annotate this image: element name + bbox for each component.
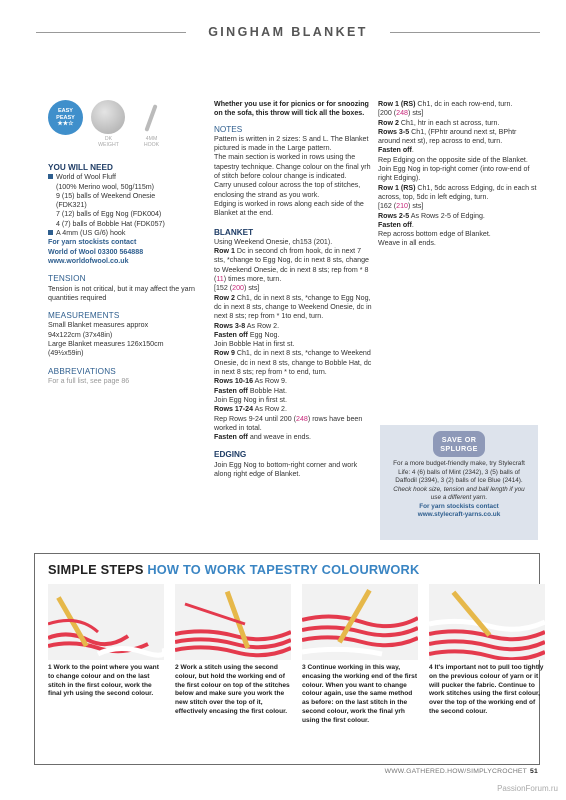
pattern-row [378, 146, 538, 155]
hook-line2: HOOK [143, 142, 160, 148]
measurement-line: (49½x59in) [48, 349, 84, 358]
pattern-row [214, 396, 372, 405]
page-title: GINGHAM BLANKET [208, 25, 368, 39]
crochet-photo-icon [302, 584, 418, 660]
step-caption-4 [429, 664, 545, 717]
steps-title-part2: HOW TO WORK TAPESTRY COLOURWORK [147, 562, 420, 577]
row-label: Rows 3-5 [378, 127, 410, 136]
skill-line2: PEASY [56, 114, 75, 121]
row-text: As Rows 2-5 of Edging. [409, 211, 485, 220]
tension-text: Tension is not critical, but it may affect the yarn quantities required [48, 284, 195, 302]
pattern-row [214, 284, 372, 293]
materials-text: A 4mm (US G/6) hook [56, 229, 126, 238]
pattern-row [214, 377, 372, 386]
page-footer [385, 768, 538, 775]
save-stockists: For yarn stockists contact [419, 502, 499, 510]
row-text: ) sts] [407, 202, 424, 211]
row-text: and weave in ends. [247, 433, 312, 442]
row-text: Rep Rows 9-24 until 200 ( [214, 414, 297, 423]
row-label: Fasten off [214, 386, 248, 395]
large-size-value: 248 [396, 109, 408, 118]
skill-stars-icon: ★★☆ [57, 121, 74, 127]
materials-item [48, 229, 198, 238]
row-label: Row 9 [214, 349, 235, 358]
row-text: Bobble Hat. [247, 386, 287, 395]
crochet-photo-icon [48, 584, 164, 660]
abbreviations-heading: ABBREVIATIONS [48, 366, 116, 376]
row-text: ) times more, turn. [223, 275, 282, 284]
pattern-row [378, 109, 538, 118]
pattern-row [214, 340, 372, 349]
info-column [48, 100, 198, 386]
row-text: Join Bobble Hat in first st. [214, 340, 295, 349]
row-text: Rep Edging on the opposite side of the Blanket. [378, 155, 528, 164]
pattern-row [378, 128, 538, 147]
steps-title-part1: SIMPLE STEPS [48, 562, 144, 577]
pattern-row [378, 221, 538, 230]
edging-heading: EDGING [214, 450, 247, 460]
bullet-icon [48, 230, 53, 235]
step-caption-2 [175, 664, 291, 717]
notes-heading: NOTES [214, 124, 243, 134]
pattern-row [214, 415, 372, 434]
pattern-row [378, 212, 538, 221]
pattern-row [378, 239, 538, 248]
header-rule-left [36, 32, 186, 33]
step-photo-2 [175, 584, 291, 660]
step-number: 1 [48, 664, 52, 671]
row-label: Row 1 (RS) [378, 100, 416, 108]
stockists-phone: World of Wool 03300 564888 [48, 247, 144, 256]
row-text: Join Egg Nog in first st. [214, 395, 287, 404]
materials-item: 9 (15) balls of Weekend Onesie [56, 191, 156, 200]
crochet-hook-icon [134, 100, 168, 134]
step-caption-1 [48, 664, 164, 699]
row-text: Rep across bottom edge of Blanket. [378, 230, 491, 239]
yarn-ball-icon [91, 100, 125, 134]
large-size-value: 11 [216, 275, 224, 284]
row-text: Dc in second ch from hook, dc in next 7 sts, *change to Egg Nog, dc in next 8 sts, change to Weekend Onesie, dc in next 8 sts; rep from * 8 ( [214, 247, 369, 284]
step-photo-4 [429, 584, 545, 660]
save-text: For a more budget-friendly make, try Stylecraft Life: 4 (6) balls of Mint (2342), 3 (5) balls of Daffodil (2394), 3 (2) balls of Ice Blue (2414). [393, 460, 525, 484]
row-label: Fasten off [378, 146, 412, 155]
steps-title [48, 562, 419, 577]
row-label: Row 2 [214, 293, 235, 302]
notes-line: The main section is worked in rows using the tapestry technique. Change colour on the final yrh of stitch before colour change is indicated. [214, 153, 371, 181]
step-text: Work a stitch using the second colour, but hold the working end of the first colour on top of the stitches below and make sure you work the new stitch over the top of it, effectively encasing the first colour. [175, 664, 290, 715]
weight-badge [91, 100, 126, 148]
step-text: It's important not to pull too tightly on the previous colour of yarn or it will pucker the fabric. Continue to work stitches using the first colour, over the top of the working end of the second colour. [429, 664, 544, 715]
row-label: Rows 17-24 [214, 405, 254, 414]
hook-line1: 4MM [145, 136, 158, 142]
large-size-value: 200 [232, 284, 244, 293]
weight-line1: DK [104, 136, 113, 142]
row-text: Ch1, dc in next 8 sts, *change to Egg Nog, dc in next 8 sts, change to Weekend Onesie, dc in next 8 sts; rep from * 1to end, turn. [214, 293, 372, 321]
pattern-row [378, 165, 538, 184]
hook-shaft [144, 104, 157, 132]
hook-label [134, 136, 169, 148]
row-text: Join Egg Nog in top-right corner (into row-end of right Edging). [378, 165, 530, 183]
pattern-row [378, 156, 538, 165]
row-label: Fasten off [214, 330, 248, 339]
row-text: As Row 2. [245, 321, 280, 330]
skill-badge [48, 100, 83, 135]
you-will-need-heading: YOU WILL NEED [48, 163, 113, 172]
hook-badge [134, 100, 169, 148]
materials-item: 7 (12) balls of Egg Nog (FDK004) [56, 210, 162, 219]
row-label: Rows 10-16 [214, 377, 254, 386]
row-text: Weave in all ends. [378, 239, 436, 248]
row-label: Rows 2-5 [378, 211, 410, 220]
row-label: Fasten off [214, 433, 248, 442]
row-text: Egg Nog. [247, 330, 280, 339]
row-label: Row 1 (RS) [378, 183, 416, 192]
row-text: As Row 2. [253, 405, 287, 414]
measurement-line: 94x122cm (37x48in) [48, 330, 113, 339]
step-caption-3 [302, 664, 418, 726]
save-italic: Check hook size, tension and ball length if you use a different yarn. [393, 485, 525, 501]
step-number: 4 [429, 664, 433, 671]
measurement-line: Large Blanket measures 126x150cm [48, 340, 164, 349]
header-rule-right [390, 32, 540, 33]
row-text: ) sts] [407, 109, 424, 118]
step-photo-1 [48, 584, 164, 660]
pattern-row [378, 230, 538, 239]
simple-steps-panel [34, 553, 544, 765]
row-label: Rows 3-8 [214, 321, 246, 330]
blanket-rows [214, 247, 372, 442]
pattern-row [378, 202, 538, 211]
materials-item: 4 (7) balls of Bobble Hat (FDK057) [56, 219, 165, 228]
bullet-icon [48, 174, 53, 179]
notes-line: Pattern is written in 2 sizes: S and L. The Blanket pictured is made in the Large pattern. [214, 134, 369, 153]
intro-text: Whether you use it for picnics or for snoozing on the sofa, this throw will tick all the boxes. [214, 100, 369, 118]
row-text: As Row 9. [253, 377, 287, 386]
materials-item: (FDK321) [56, 201, 87, 210]
edging-column [378, 100, 538, 249]
row-text: ) rows have been worked in total. [214, 414, 363, 432]
pattern-row [214, 322, 372, 331]
pattern-row [214, 349, 372, 377]
pattern-row [214, 247, 372, 284]
pattern-column [214, 100, 372, 479]
step-photo-3 [302, 584, 418, 660]
row-text: Ch1, htr in each st across, turn. [398, 118, 500, 127]
row-label: Row 2 [378, 118, 399, 127]
pattern-row [214, 433, 372, 442]
materials-text: World of Wool Fluff [56, 173, 116, 182]
badge-line1: SAVE OR [441, 435, 477, 444]
save-or-splurge-box [380, 425, 538, 540]
abbreviations-text: For a full list, see page 86 [48, 376, 130, 385]
measurements-heading: MEASUREMENTS [48, 311, 120, 321]
large-size-value: 248 [296, 414, 308, 423]
row-text: Ch1, dc in each row-end, turn. [415, 100, 513, 108]
edging-text: Join Egg Nog to bottom-right corner and work along right edge of Blanket. [214, 460, 358, 478]
row-text: . [411, 220, 414, 229]
row-text: [162 ( [378, 202, 397, 211]
pattern-row [214, 405, 372, 414]
row-label: Fasten off [378, 220, 412, 229]
row-text: [152 ( [214, 284, 233, 293]
stockists-line: For yarn stockists contact [48, 238, 137, 247]
large-size-value: 210 [396, 202, 408, 211]
footer-url-link[interactable]: WWW.GATHERED.HOW/SIMPLYCROCHET [384, 768, 528, 775]
step-text: Continue working in this way, encasing the working end of the first colour. When you want to change colour again, use the same method as before: on the last stitch in the second colour, work the final yrh using the first colour. [302, 664, 418, 724]
badge-line2: SPLURGE [440, 444, 478, 453]
crochet-photo-icon [429, 584, 545, 660]
pattern-row [214, 294, 372, 322]
skill-line1: EASY [58, 108, 73, 114]
crochet-photo-icon [175, 584, 291, 660]
easy-peasy-icon [48, 100, 83, 135]
row-label: Row 1 [214, 247, 235, 256]
pattern-row [378, 184, 538, 203]
step-number: 3 [302, 664, 306, 671]
step-number: 2 [175, 664, 179, 671]
notes-line: Carry unused colour across the top of stitches, enclosing the strand as you work. [214, 181, 361, 199]
page-header [36, 22, 540, 42]
materials-item: (100% Merino wool, 50g/115m) [56, 182, 155, 191]
row-text: ) sts] [243, 284, 260, 293]
row-text: [200 ( [378, 109, 397, 118]
pattern-badges [48, 100, 198, 155]
row-text: Ch1, 5dc across Edging, dc in each st across, top, 5dc in left edging, turn. [378, 183, 537, 201]
tension-heading: TENSION [48, 274, 86, 284]
row-text: Ch1, dc in next 8 sts, *change to Weekend Onesie, dc in next 8 sts, change to Bobble Hat, dc in next 8 sts; rep from * to end, turn. [214, 349, 372, 377]
row-text: . [411, 146, 414, 155]
pattern-row [214, 331, 372, 340]
measurement-line: Small Blanket measures approx [48, 321, 149, 330]
save-or-splurge-badge [433, 431, 485, 457]
pattern-row [214, 387, 372, 396]
row-text: Ch1, (FPhtr around next st, BPhtr around next st), rep across to end, turn. [378, 127, 517, 146]
materials-item [48, 173, 198, 182]
pattern-row [378, 119, 538, 128]
step-text: Work to the point where you want to change colour and on the last stitch in the first colour, work the final yrh using the second colour. [48, 664, 159, 698]
weight-label [91, 136, 126, 148]
notes-line: Edging is worked in rows along each side of the Blanket at the end. [214, 199, 364, 218]
save-website-link[interactable]: www.stylecraft-yarns.co.uk [417, 511, 501, 518]
pattern-row [378, 100, 538, 109]
blanket-heading: BLANKET [214, 227, 254, 237]
watermark: PassionForum.ru [497, 784, 558, 793]
weight-line2: WEIGHT [98, 142, 119, 148]
page-number: 51 [530, 768, 538, 775]
stockists-website-link[interactable]: www.worldofwool.co.uk [48, 256, 129, 265]
blanket-intro: Using Weekend Onesie, ch153 (201). [214, 237, 333, 246]
